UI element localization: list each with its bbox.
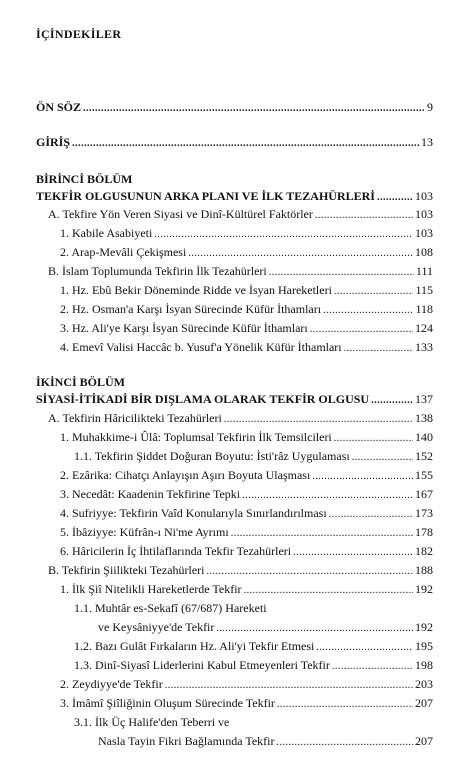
- toc-entry[interactable]: [48, 206, 433, 222]
- toc-entry-label: 1. Kabile Asabiyeti: [60, 226, 153, 240]
- toc-entry-label: B. Tekfirin Şiilikteki Tezahürleri: [48, 563, 205, 577]
- toc-entry-page: 137: [415, 392, 433, 406]
- toc-entry[interactable]: [48, 562, 433, 578]
- dot-leader: [154, 227, 413, 243]
- toc-entry-page: 118: [415, 302, 433, 316]
- toc-entry-giris[interactable]: [36, 134, 433, 150]
- toc-entry[interactable]: [60, 524, 433, 540]
- toc-entry[interactable]: [60, 429, 433, 445]
- dot-leader: [207, 564, 413, 580]
- toc-entry-page: 103: [415, 226, 433, 240]
- toc-entry-on-soz[interactable]: [36, 99, 433, 115]
- toc-entry-label: 6. Hâricilerin İç İhtilaflarında Tekfir Tezahürleri: [60, 544, 292, 558]
- toc-entry-page: 133: [415, 340, 433, 354]
- toc-entry[interactable]: [60, 486, 433, 502]
- toc-entry[interactable]: [74, 638, 433, 654]
- dot-leader: [310, 322, 413, 338]
- toc-entry[interactable]: [60, 505, 433, 521]
- dot-leader: [188, 246, 413, 262]
- toc-entry-label: 4. Emevî Valisi Haccâc b. Yusuf'a Yönelik Küfür İthamları: [60, 340, 342, 354]
- dot-leader: [329, 507, 413, 523]
- toc-entry-label: 3. Hz. Ali'ye Karşı İsyan Sürecinde Küfür İthamları: [60, 321, 308, 335]
- toc-entry-part-title[interactable]: [36, 391, 433, 407]
- toc-entry-label: 2. Ezârika: Cihatçı Anlayışın Aşırı Boyuta Ulaşması: [60, 468, 311, 482]
- toc-entry-page: 124: [415, 321, 433, 335]
- toc-entry-page: 152: [415, 449, 433, 463]
- toc-entry[interactable]: [60, 282, 433, 298]
- toc-entry-label: 5. İbâziyye: Küfrân-ı Ni'me Ayrımı: [60, 525, 229, 539]
- toc-entry-label: A. Tekfirin Hâricilikteki Tezahürleri: [48, 411, 222, 425]
- dot-leader: [244, 583, 413, 599]
- toc-entry[interactable]: [60, 339, 433, 355]
- toc-entry-label: 1. Muhakkime-i Ûlâ: Toplumsal Tekfirin İlk Temsilcileri: [60, 430, 332, 444]
- toc-entry-label: ve Keysâniyye'de Tekfir: [98, 620, 215, 634]
- toc-entry-label: A. Tekfire Yön Veren Siyasi ve Dinî-Kültürel Faktörler: [48, 207, 313, 221]
- dot-leader: [316, 640, 413, 656]
- toc-entry-label: 3. Necedât: Kaadenin Tekfirine Tepki: [60, 487, 241, 501]
- toc-entry-label: SİYASİ-İTİKADİ BİR DIŞLAMA OLARAK TEKFİR OLGUSU: [36, 392, 370, 406]
- dot-leader: [315, 208, 413, 224]
- dot-leader: [293, 545, 413, 561]
- toc-entry-page: 103: [415, 189, 433, 203]
- dot-leader: [334, 431, 413, 447]
- toc-entry-part-title[interactable]: [36, 188, 433, 204]
- dot-leader: [72, 136, 419, 152]
- dot-leader: [377, 190, 413, 206]
- toc-entry-page: 167: [415, 487, 433, 501]
- toc-entry[interactable]: [60, 225, 433, 241]
- dot-leader: [332, 659, 413, 675]
- toc-entry-page: 173: [415, 506, 433, 520]
- toc-entry-page: 207: [415, 734, 433, 748]
- toc-entry[interactable]: [74, 448, 433, 464]
- toc-entry-page: 108: [415, 245, 433, 259]
- toc-entry[interactable]: [74, 657, 433, 673]
- toc-entry-page: 178: [415, 525, 433, 539]
- toc-entry-label: Nasla Tayin Fikri Bağlamında Tekfir: [98, 734, 275, 748]
- toc-entry-page: 103: [415, 207, 433, 221]
- dot-leader: [83, 101, 425, 117]
- toc-entry-label: 1. İlk Şiî Nitelikli Hareketlerde Tekfir: [60, 582, 242, 596]
- toc-entry-label: 1.3. Dinî-Siyasî Liderlerini Kabul Etmeyenleri Tekfir: [74, 658, 330, 672]
- dot-leader: [371, 393, 413, 409]
- toc-entry-label: 1.1. Tekfirin Şiddet Doğuran Boyutu: İsti'râz Uygulaması: [74, 449, 350, 463]
- toc-entry[interactable]: [60, 244, 433, 260]
- toc-entry[interactable]: [48, 410, 433, 426]
- toc-entry[interactable]: [60, 676, 433, 692]
- dot-leader: [352, 450, 413, 466]
- dot-leader: [334, 284, 414, 300]
- dot-leader: [312, 469, 413, 485]
- dot-leader: [344, 341, 413, 357]
- dot-leader: [277, 697, 413, 713]
- toc-entry[interactable]: [60, 695, 433, 711]
- toc-entry-page: 13: [421, 135, 433, 149]
- toc-entry-page: 207: [415, 696, 433, 710]
- toc-entry[interactable]: [60, 320, 433, 336]
- toc-entry[interactable]: [60, 581, 433, 597]
- dot-leader: [216, 621, 413, 637]
- part-heading: BİRİNCİ BÖLÜM: [36, 172, 133, 186]
- toc-entry-page: 140: [415, 430, 433, 444]
- toc-entry-page: 9: [427, 100, 433, 114]
- toc-entry[interactable]: [60, 301, 433, 317]
- part-heading: İKİNCİ BÖLÜM: [36, 375, 126, 389]
- toc-entry-page: 111: [415, 264, 433, 278]
- toc-entry-label: 3. İmâmî Şiîliğinin Oluşum Sürecinde Tekfir: [60, 696, 275, 710]
- toc-entry-page: 192: [415, 582, 433, 596]
- toc-entry[interactable]: [98, 619, 433, 635]
- toc-entry-label: 4. Sufriyye: Tekfirin Vaîd Konularıyla Sınırlandırılması: [60, 506, 327, 520]
- toc-entry-page: 198: [415, 658, 433, 672]
- toc-entry-page: 182: [415, 544, 433, 558]
- toc-entry-label: 1.2. Bazı Gulât Fırkaların Hz. Ali'yi Tekfir Etmesi: [74, 639, 315, 653]
- toc-entry-label: 2. Hz. Osman'a Karşı İsyan Sürecinde Küfür İthamları: [60, 302, 322, 316]
- dot-leader: [269, 265, 414, 281]
- toc-entry[interactable]: [60, 543, 433, 559]
- toc-entry[interactable]: [48, 263, 433, 279]
- toc-entry-page: 155: [415, 468, 433, 482]
- dot-leader: [231, 526, 413, 542]
- toc-entry-label-line1: 3.1. İlk Üç Halife'den Teberri ve: [74, 715, 230, 729]
- toc-entry-page: 203: [415, 677, 433, 691]
- toc-entry-label: 1. Hz. Ebû Bekir Döneminde Ridde ve İsyan Hareketleri: [60, 283, 332, 297]
- toc-entry-label: B. İslam Toplumunda Tekfirin İlk Tezahürleri: [48, 264, 267, 278]
- toc-entry[interactable]: [60, 467, 433, 483]
- toc-entry-label: 2. Arap-Mevâli Çekişmesi: [60, 245, 187, 259]
- page-title: İÇİNDEKİLER: [36, 27, 122, 41]
- toc-entry-label-line1: 1.1. Muhtâr es-Sekafî (67/687) Hareketi: [74, 601, 267, 615]
- toc-entry-label: ÖN SÖZ: [36, 100, 82, 114]
- dot-leader: [165, 678, 413, 694]
- toc-entry-page: 195: [415, 639, 433, 653]
- toc-entry-page: 138: [415, 411, 433, 425]
- dot-leader: [224, 412, 413, 428]
- dot-leader: [277, 735, 413, 751]
- toc-entry-label: GİRİŞ: [36, 135, 71, 149]
- toc-entry-page: 192: [415, 620, 433, 634]
- dot-leader: [242, 488, 413, 504]
- toc-entry-label: 2. Zeydiyye'de Tekfir: [60, 677, 163, 691]
- toc-entry[interactable]: [98, 733, 433, 749]
- toc-entry-page: 188: [415, 563, 433, 577]
- dot-leader: [323, 303, 413, 319]
- toc-entry-page: 115: [415, 283, 433, 297]
- toc-entry-label: TEKFİR OLGUSUNUN ARKA PLANI VE İLK TEZAHÜRLERİ: [36, 189, 375, 203]
